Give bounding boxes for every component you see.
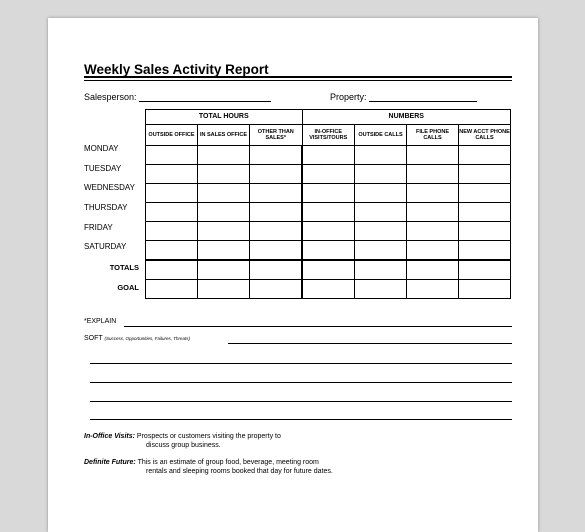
cell[interactable]	[459, 280, 511, 299]
cell[interactable]	[459, 146, 511, 165]
cell[interactable]	[302, 165, 355, 184]
note-text: Prospects or customers visiting the property to	[136, 433, 281, 440]
note-inoffice-visits	[84, 432, 384, 450]
cell[interactable]	[302, 203, 355, 222]
cell[interactable]	[459, 203, 511, 222]
cell[interactable]	[355, 203, 407, 222]
col-header: OUTSIDE OFFICE	[146, 125, 198, 146]
cell[interactable]	[355, 241, 407, 261]
property-input[interactable]	[369, 92, 477, 102]
writing-line[interactable]	[90, 382, 512, 383]
col-header: NEW ACCT PHONE CALLS	[459, 125, 511, 146]
note-term: In-Office Visits:	[84, 433, 135, 440]
cell[interactable]	[198, 280, 250, 299]
soft-sublabel: (Success, Opportunities, Failures, Threats)	[104, 336, 191, 341]
cell[interactable]	[302, 280, 355, 299]
day-label-tuesday: TUESDAY	[84, 164, 122, 173]
totals-label: TOTALS	[109, 263, 139, 272]
cell[interactable]	[146, 222, 198, 241]
cell[interactable]	[198, 146, 250, 165]
cell[interactable]	[146, 203, 198, 222]
title-rule-thin	[84, 80, 512, 81]
cell[interactable]	[302, 146, 355, 165]
writing-line[interactable]	[90, 401, 512, 402]
note-definite-future	[84, 458, 384, 476]
cell[interactable]	[250, 146, 303, 165]
cell[interactable]	[250, 165, 303, 184]
totals-row	[146, 260, 511, 280]
cell[interactable]	[459, 222, 511, 241]
table-row	[146, 165, 511, 184]
writing-line[interactable]	[90, 419, 512, 420]
cell[interactable]	[459, 241, 511, 261]
cell[interactable]	[198, 222, 250, 241]
col-header: IN-OFFICE VISITS/TOURS	[302, 125, 355, 146]
col-header: IN SALES OFFICE	[198, 125, 250, 146]
cell[interactable]	[198, 260, 250, 280]
cell[interactable]	[407, 203, 459, 222]
property-field	[330, 92, 477, 102]
cell[interactable]	[355, 184, 407, 203]
cell[interactable]	[198, 184, 250, 203]
writing-line[interactable]	[90, 363, 512, 364]
goal-row	[146, 280, 511, 299]
cell[interactable]	[407, 184, 459, 203]
note-text: This is an estimate of group food, beverage, meeting room	[137, 459, 319, 466]
cell[interactable]	[146, 260, 198, 280]
cell[interactable]	[407, 146, 459, 165]
cell[interactable]	[146, 146, 198, 165]
cell[interactable]	[250, 260, 303, 280]
col-header: FILE PHONE CALLS	[407, 125, 459, 146]
cell[interactable]	[302, 241, 355, 261]
group-total-hours: TOTAL HOURS	[146, 110, 303, 125]
cell[interactable]	[250, 203, 303, 222]
table-row	[146, 222, 511, 241]
cell[interactable]	[198, 241, 250, 261]
cell[interactable]	[407, 260, 459, 280]
report-title: Weekly Sales Activity Report	[84, 62, 269, 77]
cell[interactable]	[355, 222, 407, 241]
cell[interactable]	[355, 165, 407, 184]
cell[interactable]	[407, 241, 459, 261]
property-label: Property:	[330, 92, 367, 102]
cell[interactable]	[250, 280, 303, 299]
soft-line[interactable]	[228, 343, 512, 344]
cell[interactable]	[146, 280, 198, 299]
col-header: OTHER THAN SALES*	[250, 125, 303, 146]
cell[interactable]	[355, 260, 407, 280]
cell[interactable]	[459, 260, 511, 280]
group-numbers: NUMBERS	[302, 110, 511, 125]
report-page	[48, 18, 538, 532]
table-row	[146, 184, 511, 203]
cell[interactable]	[198, 165, 250, 184]
soft-label-group	[84, 335, 190, 342]
cell[interactable]	[407, 280, 459, 299]
cell[interactable]	[407, 222, 459, 241]
cell[interactable]	[146, 165, 198, 184]
cell[interactable]	[355, 280, 407, 299]
goal-label: GOAL	[117, 283, 139, 292]
col-header: OUTSIDE CALLS	[355, 125, 407, 146]
note-term: Definite Future:	[84, 459, 136, 466]
table-row	[146, 241, 511, 261]
activity-table	[145, 109, 511, 299]
cell[interactable]	[250, 222, 303, 241]
cell[interactable]	[302, 184, 355, 203]
cell[interactable]	[407, 165, 459, 184]
day-label-monday: MONDAY	[84, 144, 119, 153]
cell[interactable]	[459, 184, 511, 203]
day-label-saturday: SATURDAY	[84, 242, 127, 251]
cell[interactable]	[250, 241, 303, 261]
explain-label: *EXPLAIN	[84, 318, 117, 325]
note-text: rentals and sleeping rooms booked that day for future dates.	[146, 468, 333, 475]
salesperson-label: Salesperson:	[84, 92, 137, 102]
table-row	[146, 203, 511, 222]
cell[interactable]	[146, 184, 198, 203]
day-label-wednesday: WEDNESDAY	[84, 183, 135, 192]
note-text: discuss group business.	[146, 442, 221, 449]
cell[interactable]	[302, 222, 355, 241]
cell[interactable]	[198, 203, 250, 222]
cell[interactable]	[250, 184, 303, 203]
cell[interactable]	[459, 165, 511, 184]
explain-line[interactable]	[124, 326, 512, 327]
salesperson-field	[84, 92, 271, 102]
day-label-friday: FRIDAY	[84, 223, 113, 232]
table-row	[146, 146, 511, 165]
soft-label: SOFT	[84, 335, 103, 342]
cell[interactable]	[146, 241, 198, 261]
salesperson-input[interactable]	[139, 92, 271, 102]
day-label-thursday: THURSDAY	[84, 203, 128, 212]
cell[interactable]	[355, 146, 407, 165]
title-rule	[84, 76, 512, 78]
cell[interactable]	[302, 260, 355, 280]
